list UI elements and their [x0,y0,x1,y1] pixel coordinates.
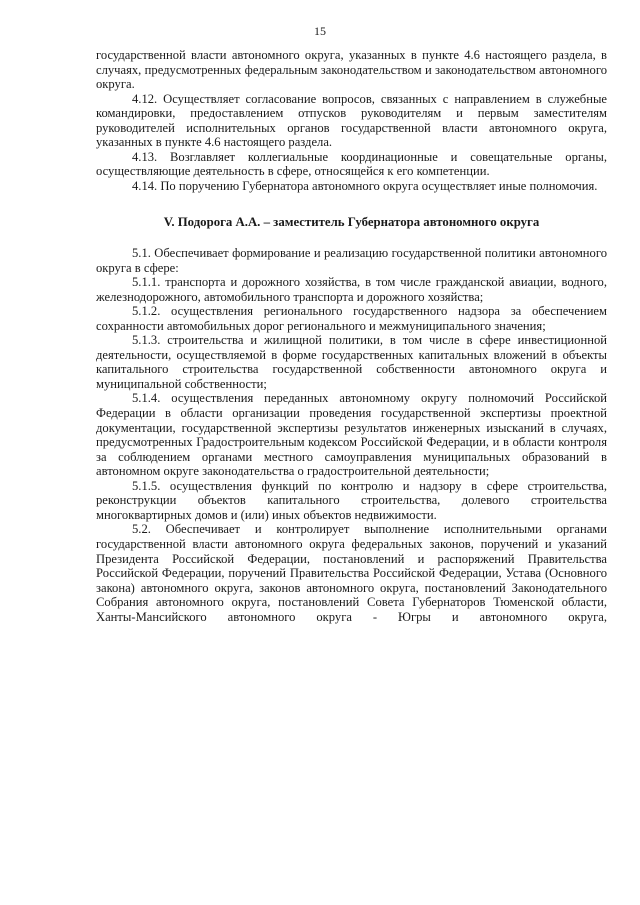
section-heading: V. Подорога А.А. – заместитель Губернатора автономного округа [163,215,540,230]
paragraph-continuation: государственной власти автономного округа, указанных в пункте 4.6 настоящего раздела, в случаях, предусмотренных федеральным законодательством и законодательством автономного округа. [96,48,607,92]
document-body [96,48,607,624]
paragraph-5-1-3: 5.1.3. строительства и жилищной политики, в том числе в сфере инвестиционной деятельности, осуществляемой в форме государственных капитальных вложений в объекты капитального строительства государственной собственности автономного округа и муниципальной собственности; [96,333,607,391]
paragraph-5-1-1: 5.1.1. транспорта и дорожного хозяйства, в том числе гражданской авиации, водного, железнодорожного, автомобильного транспорта и дорожного хозяйства; [96,275,607,304]
paragraph-5-2: 5.2. Обеспечивает и контролирует выполнение исполнительными органами государственной власти автономного округа федеральных законов, поручений и указаний Президента Российской Федерации, постановлений и распоряжений Правительства Российской Федерации, поручений Правительства Российской Федерации, Устава (Основного закона) автономного округа, законов автономного округа, постановлений Законодательного Собрания автономного округа, постановлений Совета Губернаторов Тюменской области, Ханты-Мансийского автономного округа - Югры и автономного округа, [96,522,607,624]
paragraph-4-13: 4.13. Возглавляет коллегиальные координационные и совещательные органы, осуществляющие деятельность в сфере, относящейся к его компетенции. [96,149,607,179]
paragraph-5-1: 5.1. Обеспечивает формирование и реализацию государственной политики автономного округа в сфере: [96,246,607,275]
paragraph-5-1-2: 5.1.2. осуществления регионального государственного надзора за обеспечением сохранности автомобильных дорог регионального и межмуниципального значения; [96,304,607,333]
paragraph-5-1-4: 5.1.4. осуществления переданных автономному округу полномочий Российской Федерации в области организации проведения государственной экспертизы проектной документации, государственной экспертизы результатов инженерных изысканий в случаях, предусмотренных Градостроительным кодексом Российской Федерации, и в области контроля за соблюдением органами местного самоуправления муниципальных образований в автономном округе законодательства о градостроительной деятельности; [96,391,607,479]
page-number: 15 [314,24,326,38]
paragraph-5-1-5: 5.1.5. осуществления функций по контролю и надзору в сфере строительства, реконструкции объектов капитального строительства, долевого строительства многоквартирных домов и (или) иных объектов недвижимости. [96,478,607,522]
paragraph-4-14: 4.14. По поручению Губернатора автономного округа осуществляет иные полномочия. [132,178,598,193]
paragraph-4-12: 4.12. Осуществляет согласование вопросов, связанных с направлением в служебные командировки, предоставлением отпусков руководителям и первым заместителям руководителей исполнительных органов государственной власти автономного округа, указанных в пункте 4.6 настоящего раздела. [96,91,607,150]
